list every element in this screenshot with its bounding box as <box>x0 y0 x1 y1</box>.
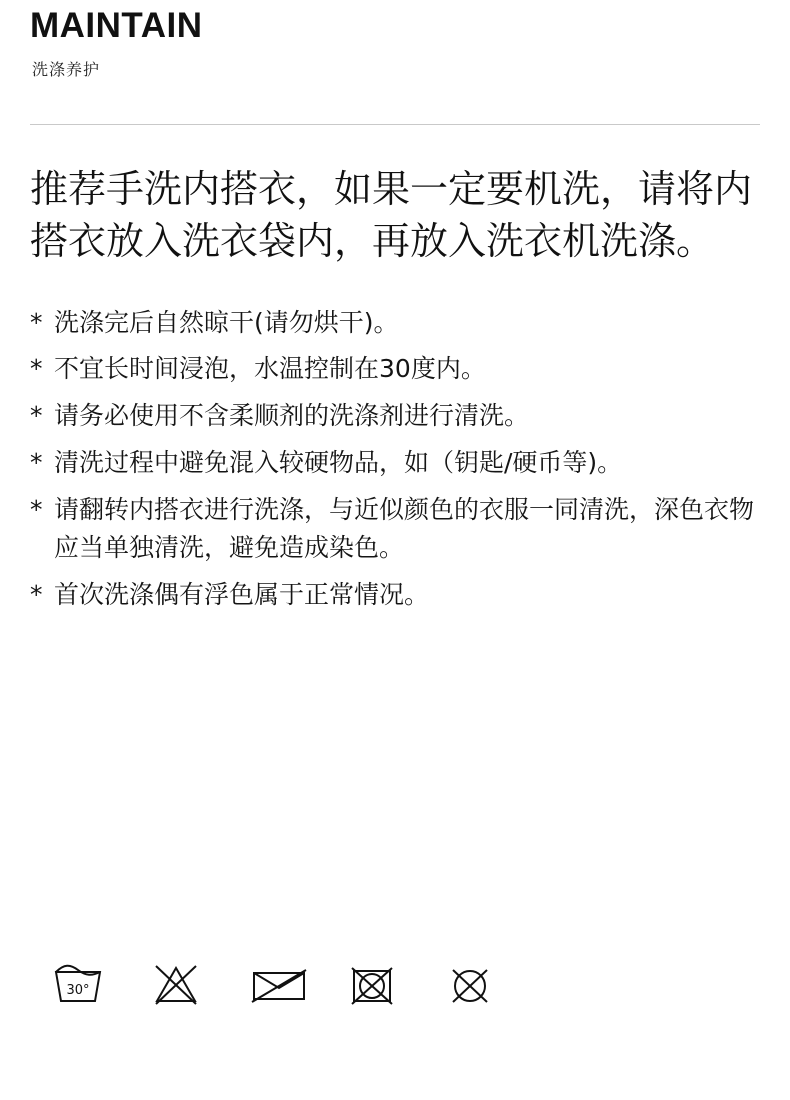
wash-30-icon <box>52 960 104 1006</box>
list-item-text: 不宜长时间浸泡，水温控制在30度内。 <box>54 354 486 384</box>
list-item <box>30 444 760 483</box>
list-item <box>30 576 760 615</box>
do-not-dry-clean-icon <box>444 960 496 1006</box>
list-item-text: 洗涤完后自然晾干(请勿烘干)。 <box>54 307 399 337</box>
list-item <box>30 304 760 343</box>
do-not-iron-icon <box>346 960 398 1006</box>
bullet-marker: * <box>30 447 43 477</box>
page-title: MAINTAIN <box>30 6 203 45</box>
headline-text: 推荐手洗内搭衣，如果一定要机洗，请将内搭衣放入洗衣袋内，再放入洗衣机洗涤。 <box>30 166 753 264</box>
divider <box>30 124 760 125</box>
bullet-marker: * <box>30 354 43 384</box>
list-item <box>30 350 760 389</box>
notes-list <box>30 304 760 615</box>
list-item-text: 首次洗涤偶有浮色属于正常情况。 <box>54 580 430 610</box>
list-item-text: 请务必使用不含柔顺剂的洗涤剂进行清洗。 <box>54 401 530 431</box>
wash-temp-label: 30° <box>66 983 90 998</box>
bullet-marker: * <box>30 580 43 610</box>
bullet-marker: * <box>30 494 43 524</box>
page-subtitle: 洗涤养护 <box>32 59 101 79</box>
do-not-tumble-dry-icon <box>248 960 300 1006</box>
do-not-bleach-icon <box>150 960 202 1006</box>
list-item <box>30 397 760 436</box>
list-item <box>30 491 760 569</box>
bullet-marker: * <box>30 401 43 431</box>
list-item-text: 请翻转内搭衣进行洗涤，与近似颜色的衣服一同清洗，深色衣物应当单独清洗，避免造成染色。 <box>54 494 755 563</box>
care-symbols-row <box>52 960 496 1006</box>
bullet-marker: * <box>30 307 43 337</box>
list-item-text: 清洗过程中避免混入较硬物品，如（钥匙/硬币等)。 <box>54 447 623 477</box>
header <box>30 0 760 80</box>
